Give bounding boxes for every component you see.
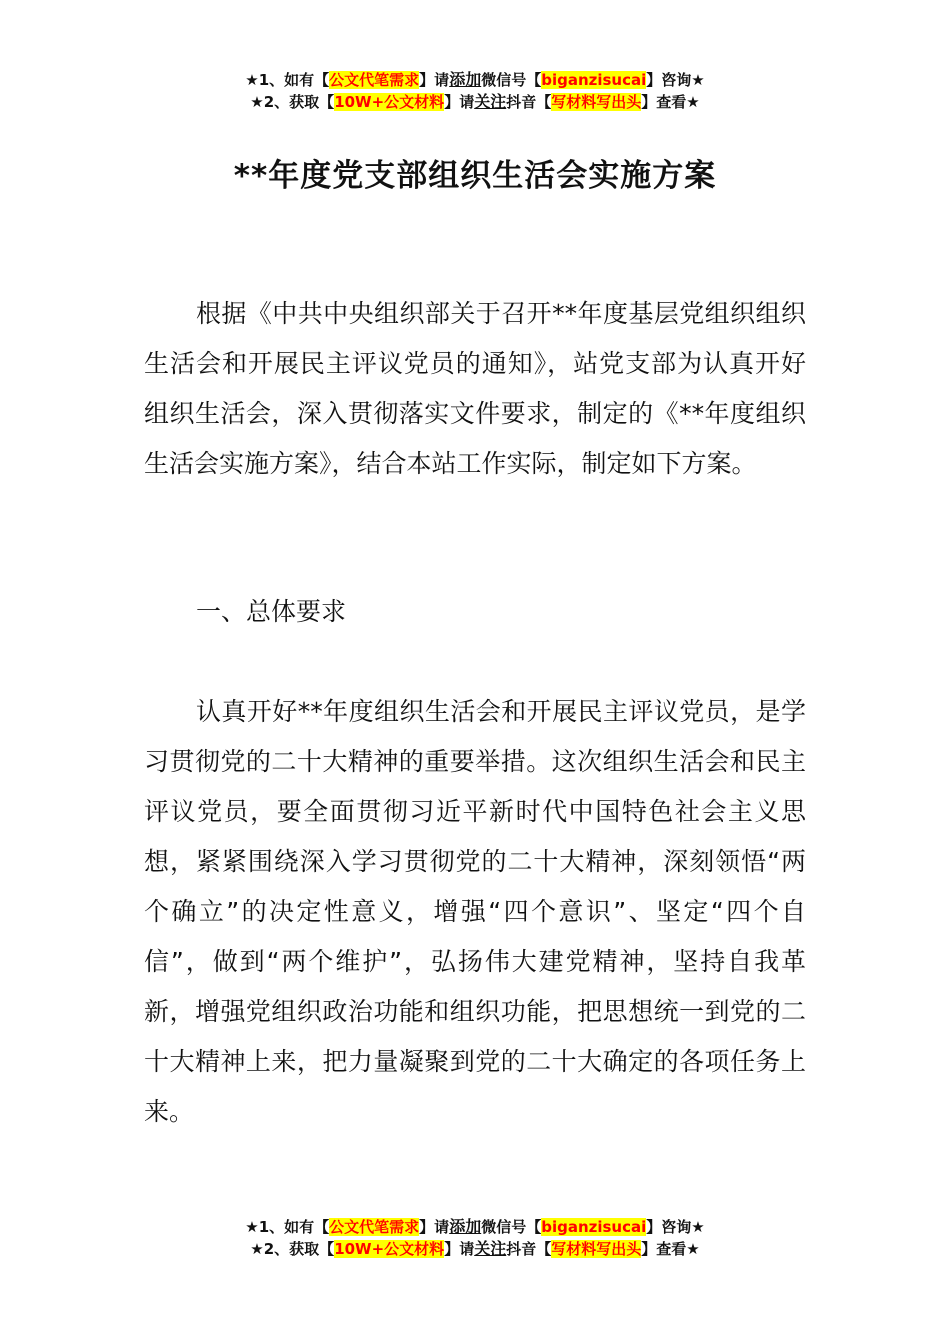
banner-highlight: 公文代笔需求 xyxy=(329,1218,420,1236)
banner-emphasis: 添加 xyxy=(449,70,482,89)
banner-text: ★2、获取【 xyxy=(250,1240,335,1258)
header-banner xyxy=(0,69,950,113)
banner-highlight: 公文代笔需求 xyxy=(329,71,420,89)
banner-highlight: 写材料写出头 xyxy=(551,1240,642,1258)
banner-highlight: 写材料写出头 xyxy=(551,93,642,111)
banner-text: 】查看★ xyxy=(641,1240,700,1258)
banner-highlight: 10W+公文材料 xyxy=(334,1240,445,1258)
banner-text: 】咨询★ xyxy=(646,1218,705,1236)
banner-text: 】查看★ xyxy=(641,93,700,111)
paragraph-general-requirements: 认真开好**年度组织生活会和开展民主评议党员，是学习贯彻党的二十大精神的重要举措。这次组织生活会和民主评议党员，要全面贯彻习近平新时代中国特色社会主义思想，紧紧围绕深入学习贯彻党的二十大精神，深刻领悟“两个确立”的决定性意义，增强“四个意识”、坚定“四个自信”，做到“两个维护”，弘扬伟大建党精神，坚持自我革新，增强党组织政治功能和组织功能，把思想统一到党的二十大精神上来，把力量凝聚到党的二十大确定的各项任务上来。 xyxy=(144,697,806,1126)
banner-text: ★1、如有【 xyxy=(245,1218,330,1236)
banner-highlight: 10W+公文材料 xyxy=(334,93,445,111)
document-title: **年度党支部组织生活会实施方案 xyxy=(233,158,717,194)
footer-banner xyxy=(0,1216,950,1260)
banner-text: 】咨询★ xyxy=(646,71,705,89)
banner-text: 抖音【 xyxy=(506,93,552,111)
banner-text: 微信号【 xyxy=(481,1218,542,1236)
banner-line-1 xyxy=(0,1216,950,1238)
banner-emphasis: 添加 xyxy=(449,1217,482,1236)
banner-text: 】请 xyxy=(444,93,475,111)
section-heading-1: 一、总体要求 xyxy=(196,597,347,626)
banner-line-1 xyxy=(0,69,950,91)
banner-emphasis: 关注 xyxy=(474,92,507,111)
banner-line-2 xyxy=(0,91,950,113)
banner-highlight: biganzisucai xyxy=(541,71,647,89)
banner-text: 】请 xyxy=(419,1218,450,1236)
banner-highlight: biganzisucai xyxy=(541,1218,647,1236)
paragraph-intro: 根据《中共中央组织部关于召开**年度基层党组织组织生活会和开展民主评议党员的通知》，站党支部为认真开好组织生活会，深入贯彻落实文件要求，制定的《**年度组织生活会实施方案》，结合本站工作实际，制定如下方案。 xyxy=(144,299,806,478)
banner-text: ★1、如有【 xyxy=(245,71,330,89)
banner-emphasis: 关注 xyxy=(474,1239,507,1258)
banner-line-2 xyxy=(0,1238,950,1260)
banner-text: 】请 xyxy=(419,71,450,89)
banner-text: 微信号【 xyxy=(481,71,542,89)
banner-text: 】请 xyxy=(444,1240,475,1258)
banner-text: ★2、获取【 xyxy=(250,93,335,111)
banner-text: 抖音【 xyxy=(506,1240,552,1258)
